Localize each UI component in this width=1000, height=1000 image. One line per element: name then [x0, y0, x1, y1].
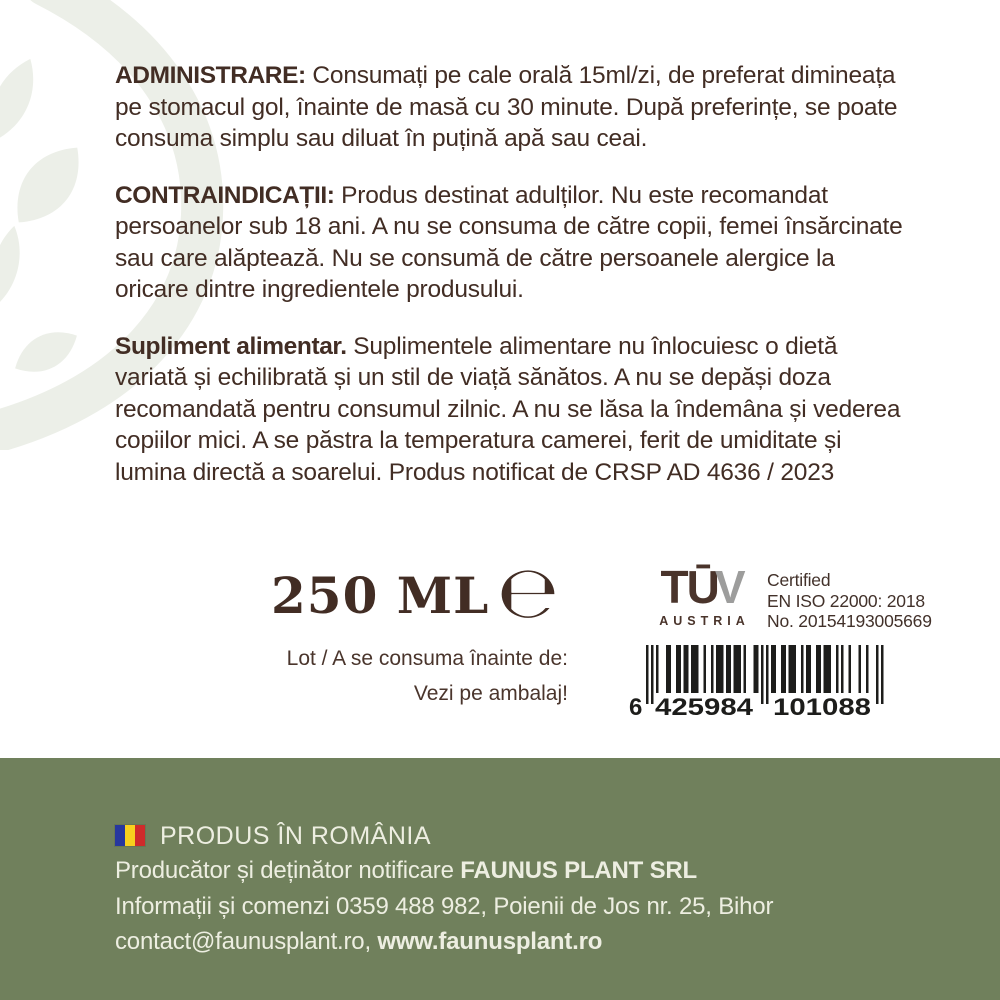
flag-stripe-blue [115, 825, 125, 846]
leaf-branch-icon [0, 52, 96, 383]
leaf-icon [0, 133, 96, 237]
volume-row [271, 550, 559, 634]
contraindications-body: Produs destinat adulților. Nu este recomandat persoanelor sub 18 ani. A nu se consuma de către copii, femei însărcinate sau care alăptează. Nu se consumă de către persoanele alergice la oricare dintre ingredientele produsului. [115, 181, 903, 303]
email-text: contact@faunusplant.ro, [115, 928, 378, 955]
contraindications-heading: CONTRAINDICAȚII: [115, 181, 335, 209]
label-text-column [115, 60, 910, 513]
lot-see-packaging: Vezi pe ambalaj! [413, 682, 568, 705]
romania-flag-icon [115, 825, 145, 846]
svg-text:6: 6 [629, 694, 643, 717]
lot-line: Lot / A se consuma înainte de: [286, 647, 568, 670]
svg-text:101088: 101088 [773, 694, 871, 717]
leaf-icon [7, 321, 85, 384]
supplement-heading: Supliment alimentar. [115, 332, 347, 360]
tuv-austria-logo [643, 561, 761, 628]
svg-text:425984: 425984 [655, 694, 754, 717]
administration-heading: ADMINISTRARE: [115, 62, 306, 89]
tuv-logo-austria: AUSTRIA [659, 614, 750, 628]
volume-amount: 250 ML [271, 566, 490, 625]
flag-stripe-yellow [125, 825, 135, 846]
ean13-barcode [628, 645, 890, 717]
leaf-icon [0, 52, 46, 148]
iso-line: EN ISO 22000: 2018 [767, 590, 925, 611]
producer-name: FAUNUS PLANT SRL [460, 857, 697, 884]
leaf-icon [0, 223, 26, 306]
lot-block [273, 641, 568, 711]
supplement-body: Suplimentele alimentare nu înlocuiesc o dietă variată și echilibrată și un stil de viață sănătos. A nu se depăși doza recomandată pentru consumul zilnic. A nu se lăsa la îndemâna și vederea copiilor mici. A se păstra la temperatura camerei, ferit de umiditate și lumina directă a soarelui. Produs notificat de CRSP AD 4636 / 2023 [115, 332, 901, 486]
website-text: www.faunusplant.ro [377, 928, 603, 955]
flag-stripe-red [135, 825, 145, 846]
supplement-paragraph [115, 331, 910, 489]
cert-number-line: No. 20154193005669 [767, 611, 932, 631]
certification-text [767, 570, 932, 632]
contact-info-line: Informații și comenzi 0359 488 982, Poienii de Jos nr. 25, Bihor [115, 893, 774, 920]
tuv-logo-check-icon: V [714, 561, 744, 613]
producer-line [115, 857, 697, 885]
tuv-logo-word [643, 561, 761, 613]
producer-label: Producător și deținător notificare [115, 857, 461, 884]
footer-band [0, 758, 1000, 1000]
contraindications-paragraph [115, 180, 910, 306]
certified-line: Certified [767, 570, 831, 590]
estimated-sign-icon: ℮ [497, 550, 559, 634]
administration-paragraph [115, 60, 910, 155]
tuv-logo-tu: TŪ [660, 561, 718, 613]
made-in-romania: PRODUS ÎN ROMÂNIA [160, 822, 432, 850]
administration-body: Consumați pe cale orală 15ml/zi, de preferat dimineața pe stomacul gol, înainte de masă cu 30 minute. După preferințe, se poate consuma simplu sau diluat în puțină apă sau ceai. [115, 62, 898, 152]
email-website-line [115, 928, 602, 956]
